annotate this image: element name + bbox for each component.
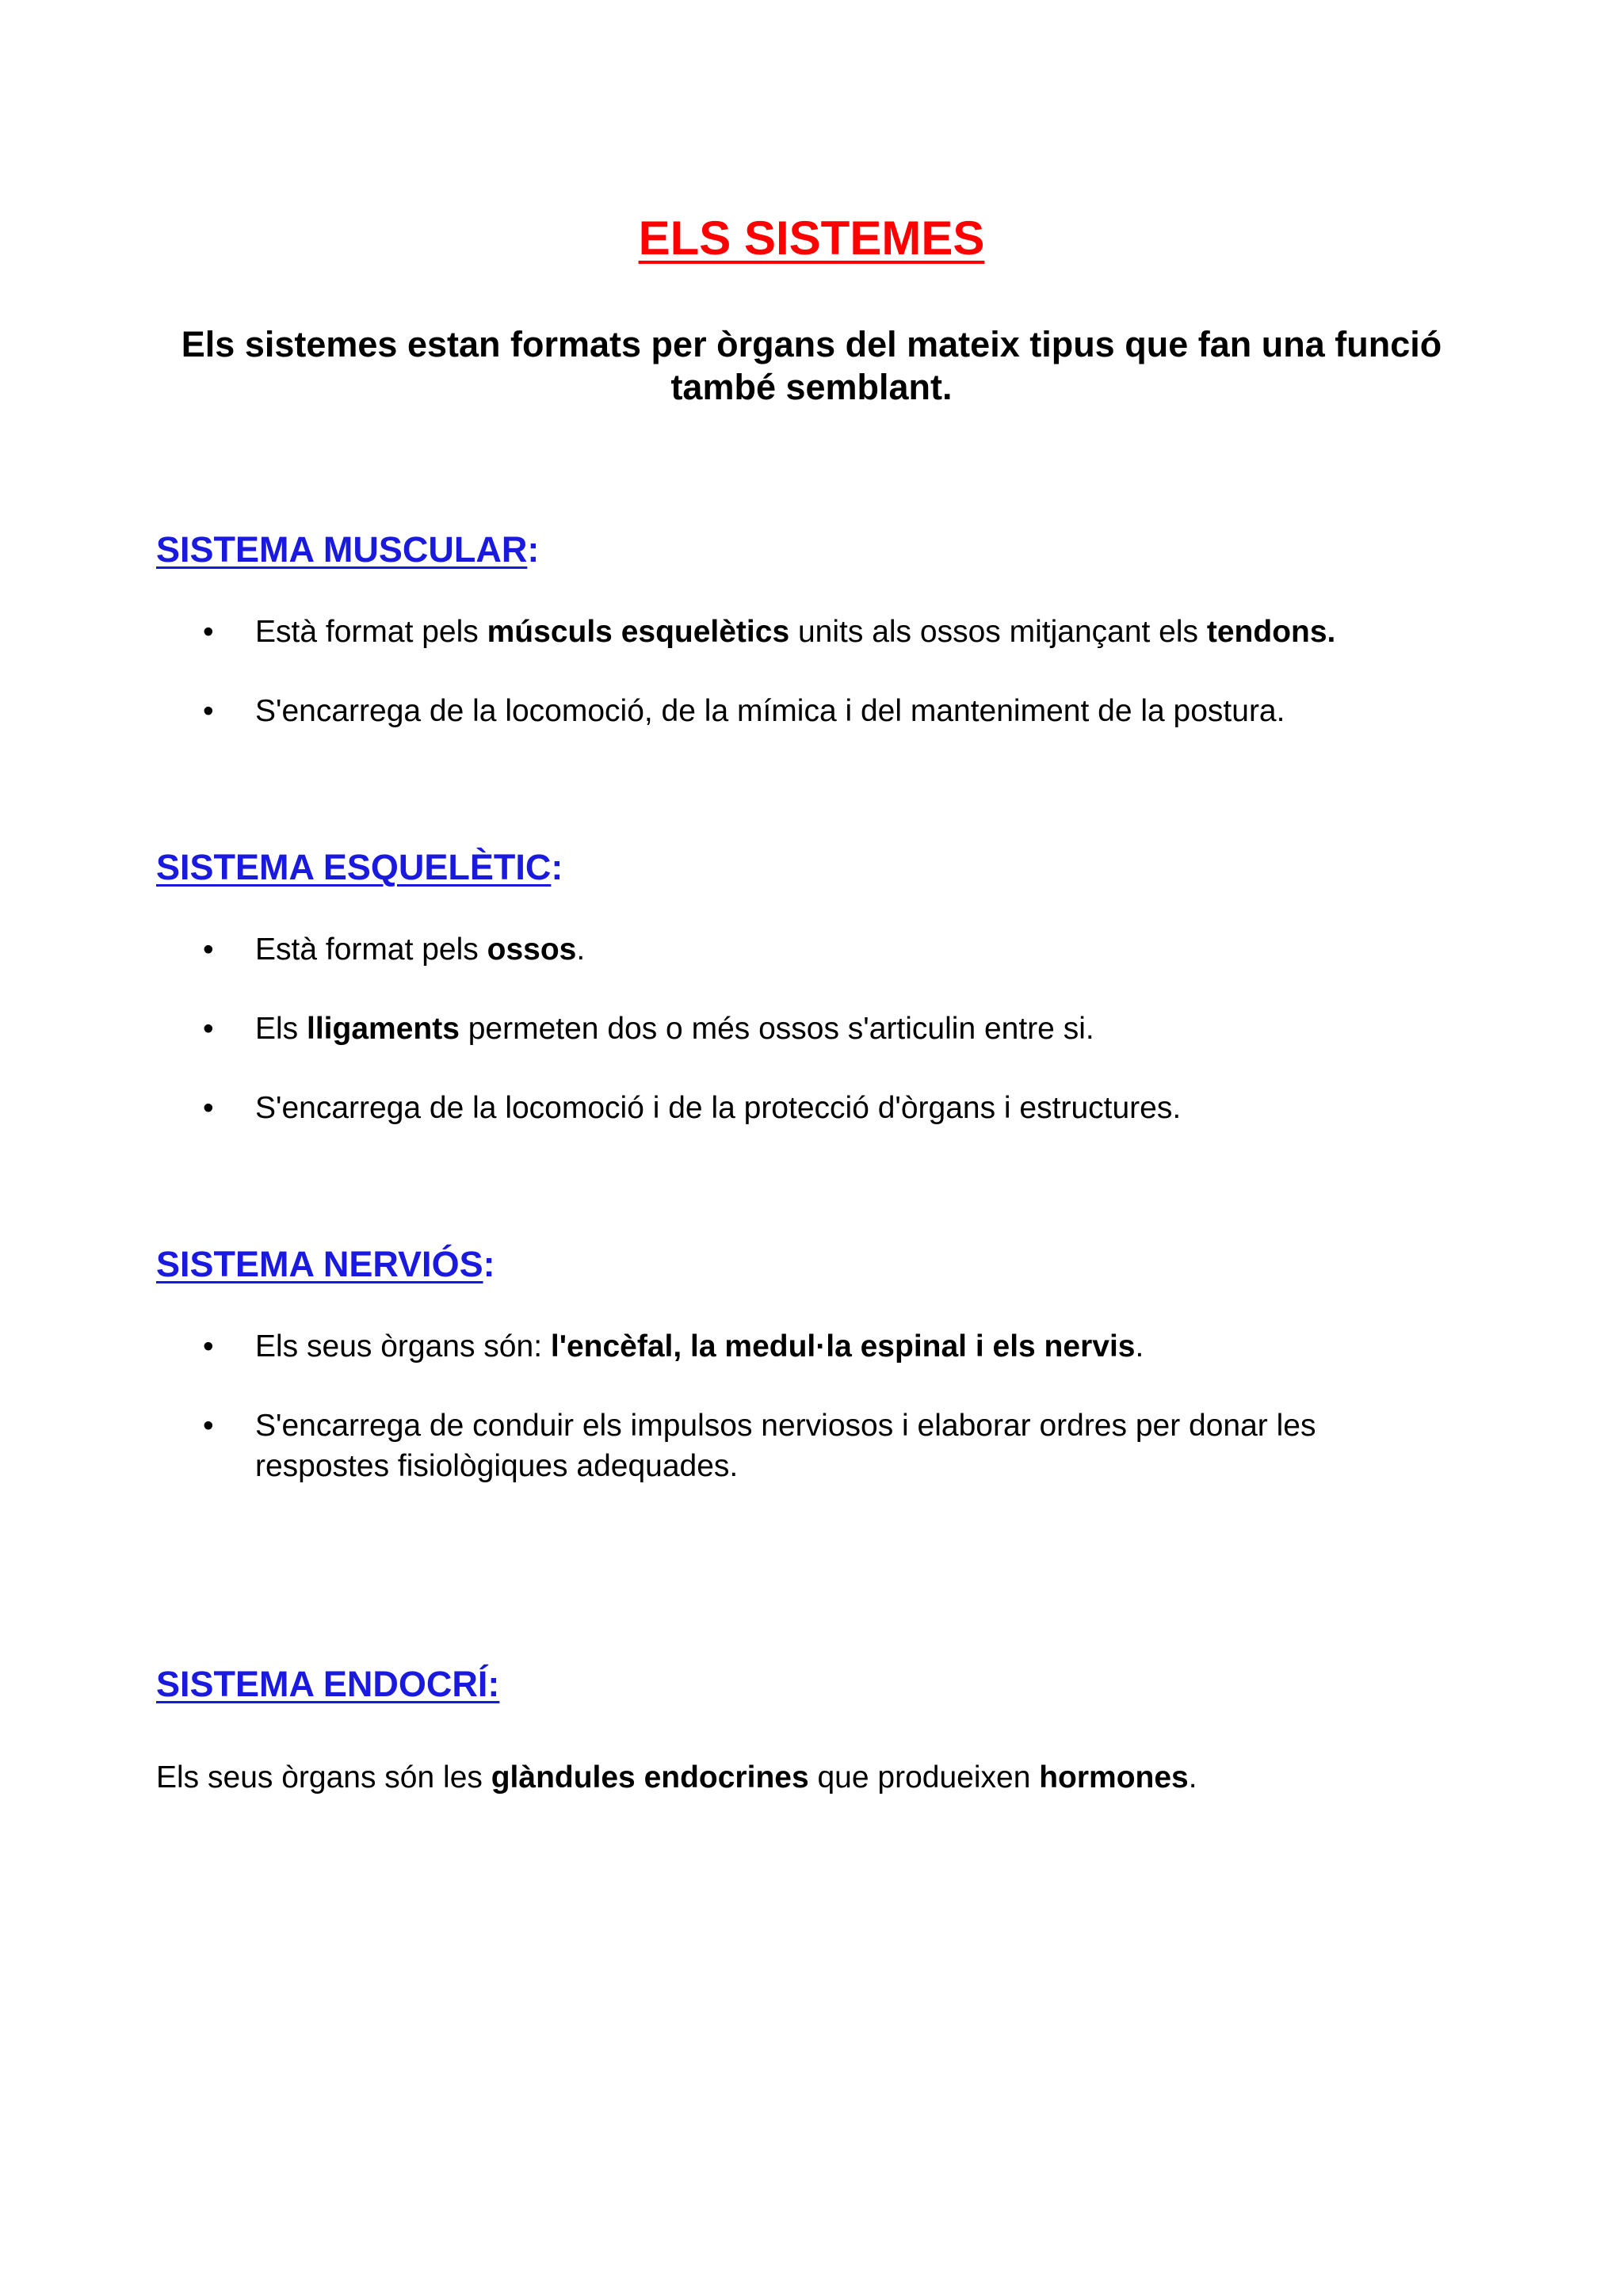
list-item-text: Els lligaments permeten dos o més ossos s'articulin entre si. [255, 1012, 1094, 1046]
heading-label: SISTEMA ESQUELÈTIC [156, 847, 552, 887]
section-heading-esqueletic [156, 845, 563, 890]
page-title: ELS SISTEMES [638, 212, 985, 265]
bullet-icon: • [203, 1012, 214, 1046]
endocri-paragraph: Els seus òrgans són les glàndules endocrines que produeixen hormones. [156, 1760, 1197, 1794]
heading-label: SISTEMA NERVIÓS [156, 1244, 483, 1284]
section-heading-muscular [156, 528, 539, 572]
list-item-text: S'encarrega de conduir els impulsos nerviosos i elaborar ordres per donar les respostes fisiològiques adequades. [255, 1409, 1316, 1483]
bullet-icon: • [203, 933, 214, 967]
heading-label: SISTEMA MUSCULAR [156, 529, 528, 570]
intro-text: Els sistemes estan formats per òrgans del mateix tipus que fan una funció també semblant. [181, 324, 1442, 407]
section-heading-nervios [156, 1242, 495, 1287]
heading-colon: : [483, 1244, 495, 1284]
list-item-text: Està format pels músculs esquelètics units als ossos mitjançant els tendons. [255, 615, 1336, 649]
heading-colon: : [551, 847, 563, 887]
list-item-text: Està format pels ossos. [255, 933, 586, 967]
bullet-icon: • [203, 615, 214, 649]
list-item-text: S'encarrega de la locomoció i de la protecció d'òrgans i estructures. [255, 1091, 1182, 1125]
section-heading-endocri [156, 1662, 499, 1707]
bullet-icon: • [203, 1409, 214, 1443]
list-item-text: Els seus òrgans són: l'encèfal, la medul·la espinal i els nervis. [255, 1329, 1144, 1363]
heading-colon: : [527, 529, 540, 570]
bullet-icon: • [203, 1091, 214, 1125]
bullet-icon: • [203, 1329, 214, 1363]
heading-label: SISTEMA ENDOCRÍ: [156, 1664, 500, 1704]
bullet-icon: • [203, 694, 214, 728]
list-item-text: S'encarrega de la locomoció, de la mímica i del manteniment de la postura. [255, 694, 1285, 728]
